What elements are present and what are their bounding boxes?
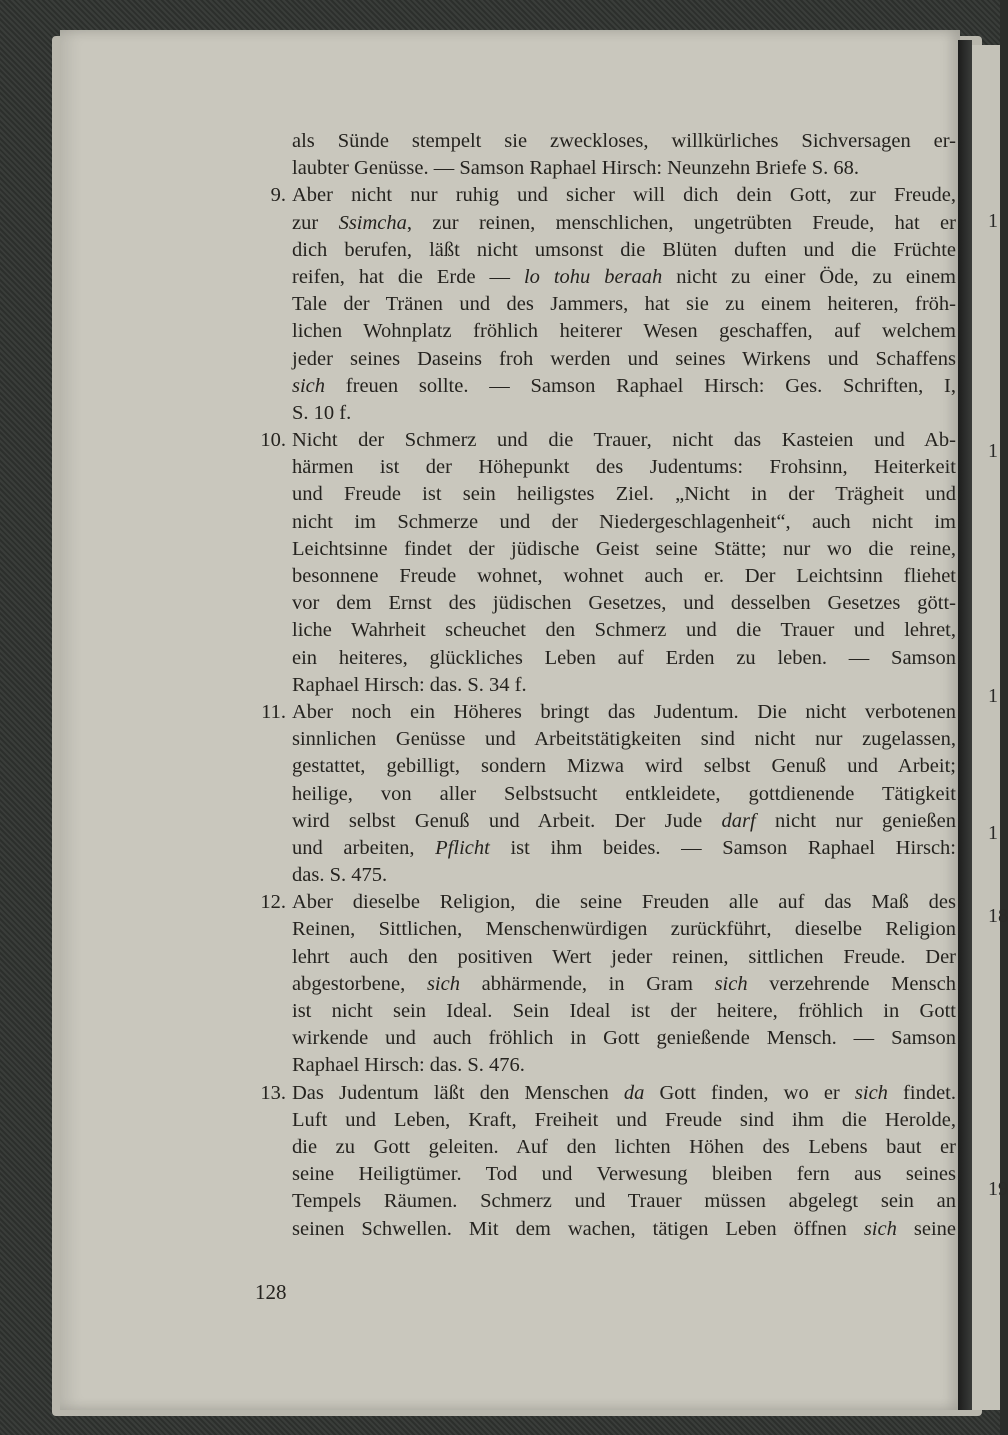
body-text: [260, 128, 956, 1243]
text-line: reifen, hat die Erde — lo tohu beraah nicht zu einer Öde, zu einem: [292, 265, 956, 288]
numbered-entry-9: [270, 182, 956, 427]
text-line: jeder seines Daseins froh werden und seines Wirkens und Schaffens: [292, 347, 956, 370]
text-line: ein heiteres, glückliches Leben auf Erden zu leben. — Samson: [292, 646, 956, 669]
text-line: abgestorbene, sich abhärmende, in Gram sich verzehrende Mensch: [292, 972, 956, 995]
text-line: sinnlichen Genüsse und Arbeitstätigkeiten sind nicht nur zugelassen,: [292, 728, 956, 751]
facing-page-margin-number: 18: [988, 905, 1008, 927]
entry-number: 10.: [260, 429, 286, 452]
numbered-entry-12: [260, 889, 956, 1079]
facing-page-edge: [972, 45, 1000, 1410]
book-gutter: [958, 40, 972, 1410]
facing-page-margin-number: 1: [988, 822, 998, 844]
facing-page-margin-number: 19: [988, 1178, 1008, 1200]
text-line: und Freude ist sein heiligstes Ziel. „Nicht in der Trägheit und: [292, 483, 956, 506]
text-line: seinen Schwellen. Mit dem wachen, tätigen Leben öffnen sich seine: [292, 1217, 956, 1240]
entry-number: 11.: [261, 700, 286, 723]
page-number: 128: [255, 1280, 287, 1304]
text-line: Aber noch ein Höheres bringt das Judentum. Die nicht verbotenen: [292, 700, 956, 723]
text-line: lichen Wohnplatz fröhlich heiterer Wesen geschaffen, auf welchem: [292, 320, 956, 343]
text-line: als Sünde stempelt sie zweckloses, willkürliches Sichversagen er-: [292, 130, 956, 152]
text-line: härmen ist der Höhepunkt des Judentums: Frohsinn, Heiterkeit: [292, 456, 956, 479]
text-line: seine Heiligtümer. Tod und Verwesung bleiben fern aus seines: [292, 1163, 956, 1186]
text-line: S. 10 f.: [292, 401, 352, 424]
facing-page-margin-number: 1: [988, 210, 998, 232]
entry-number: 9.: [270, 184, 286, 207]
text-line: dich berufen, läßt nicht umsonst die Blüten duften und die Früchte: [292, 238, 956, 261]
text-line: wird selbst Genuß und Arbeit. Der Jude darf nicht nur genießen: [292, 809, 956, 832]
text-line: Nicht der Schmerz und die Trauer, nicht das Kasteien und Ab-: [292, 429, 956, 452]
numbered-entry-13: [260, 1080, 956, 1243]
text-line: lehrt auch den positiven Wert jeder reinen, sittlichen Freude. Der: [292, 945, 956, 968]
text-line: gestattet, gebilligt, sondern Mizwa wird selbst Genuß und Arbeit;: [292, 755, 956, 778]
text-line: Tempels Räumen. Schmerz und Trauer müssen abgelegt sein an: [292, 1190, 956, 1213]
text-line: ist nicht sein Ideal. Sein Ideal ist der heitere, fröhlich in Gott: [292, 1000, 956, 1022]
text-line: zur Ssimcha, zur reinen, menschlichen, ungetrübten Freude, hat er: [292, 211, 956, 234]
text-line: liche Wahrheit scheuchet den Schmerz und die Trauer und lehret,: [292, 619, 956, 642]
text-line: vor dem Ernst des jüdischen Gesetzes, und desselben Gesetzes gött-: [292, 592, 956, 615]
text-line: Leichtsinne findet der jüdische Geist seine Stätte; nur wo die reine,: [292, 537, 956, 560]
text-line: laubter Genüsse. — Samson Raphael Hirsch: Neunzehn Briefe S. 68.: [292, 157, 860, 180]
text-line: die zu Gott geleiten. Auf den lichten Höhen des Lebens baut er: [292, 1135, 956, 1158]
text-line: Aber dieselbe Religion, die seine Freuden alle auf das Maß des: [292, 891, 956, 914]
facing-page-margin-number: 1: [988, 440, 998, 462]
entry-number: 12.: [260, 891, 286, 914]
text-line: und arbeiten, Pflicht ist ihm beides. — Samson Raphael Hirsch:: [292, 836, 956, 859]
text-line: heilige, von aller Selbstsucht entkleidete, gottdienende Tätigkeit: [292, 782, 956, 805]
text-line: nicht im Schmerze und der Niedergeschlagenheit“, auch nicht im: [292, 510, 956, 533]
numbered-entry-10: [260, 427, 956, 699]
text-line: Raphael Hirsch: das. S. 476.: [292, 1054, 525, 1077]
text-line: wirkende und auch fröhlich in Gott genießende Mensch. — Samson: [292, 1027, 956, 1050]
text-line: sich freuen sollte. — Samson Raphael Hirsch: Ges. Schriften, I,: [292, 374, 956, 397]
text-line: Raphael Hirsch: das. S. 34 f.: [292, 673, 527, 696]
text-line: besonnene Freude wohnet, wohnet auch er. Der Leichtsinn fliehet: [292, 565, 956, 587]
numbered-entry-11: [261, 699, 956, 889]
text-line: Tale der Tränen und des Jammers, hat sie zu einem heiteren, fröh-: [292, 293, 956, 316]
entry-number: 13.: [260, 1081, 286, 1104]
text-line: das. S. 475.: [292, 864, 388, 887]
text-line: Luft und Leben, Kraft, Freiheit und Freude sind ihm die Herolde,: [292, 1108, 956, 1131]
text-line: Das Judentum läßt den Menschen da Gott finden, wo er sich findet.: [292, 1081, 956, 1104]
facing-page-margin-number: 1: [988, 685, 998, 707]
text-line: Reinen, Sittlichen, Menschenwürdigen zurückführt, dieselbe Religion: [292, 918, 956, 941]
text-line: Aber nicht nur ruhig und sicher will dich dein Gott, zur Freude,: [292, 184, 956, 207]
